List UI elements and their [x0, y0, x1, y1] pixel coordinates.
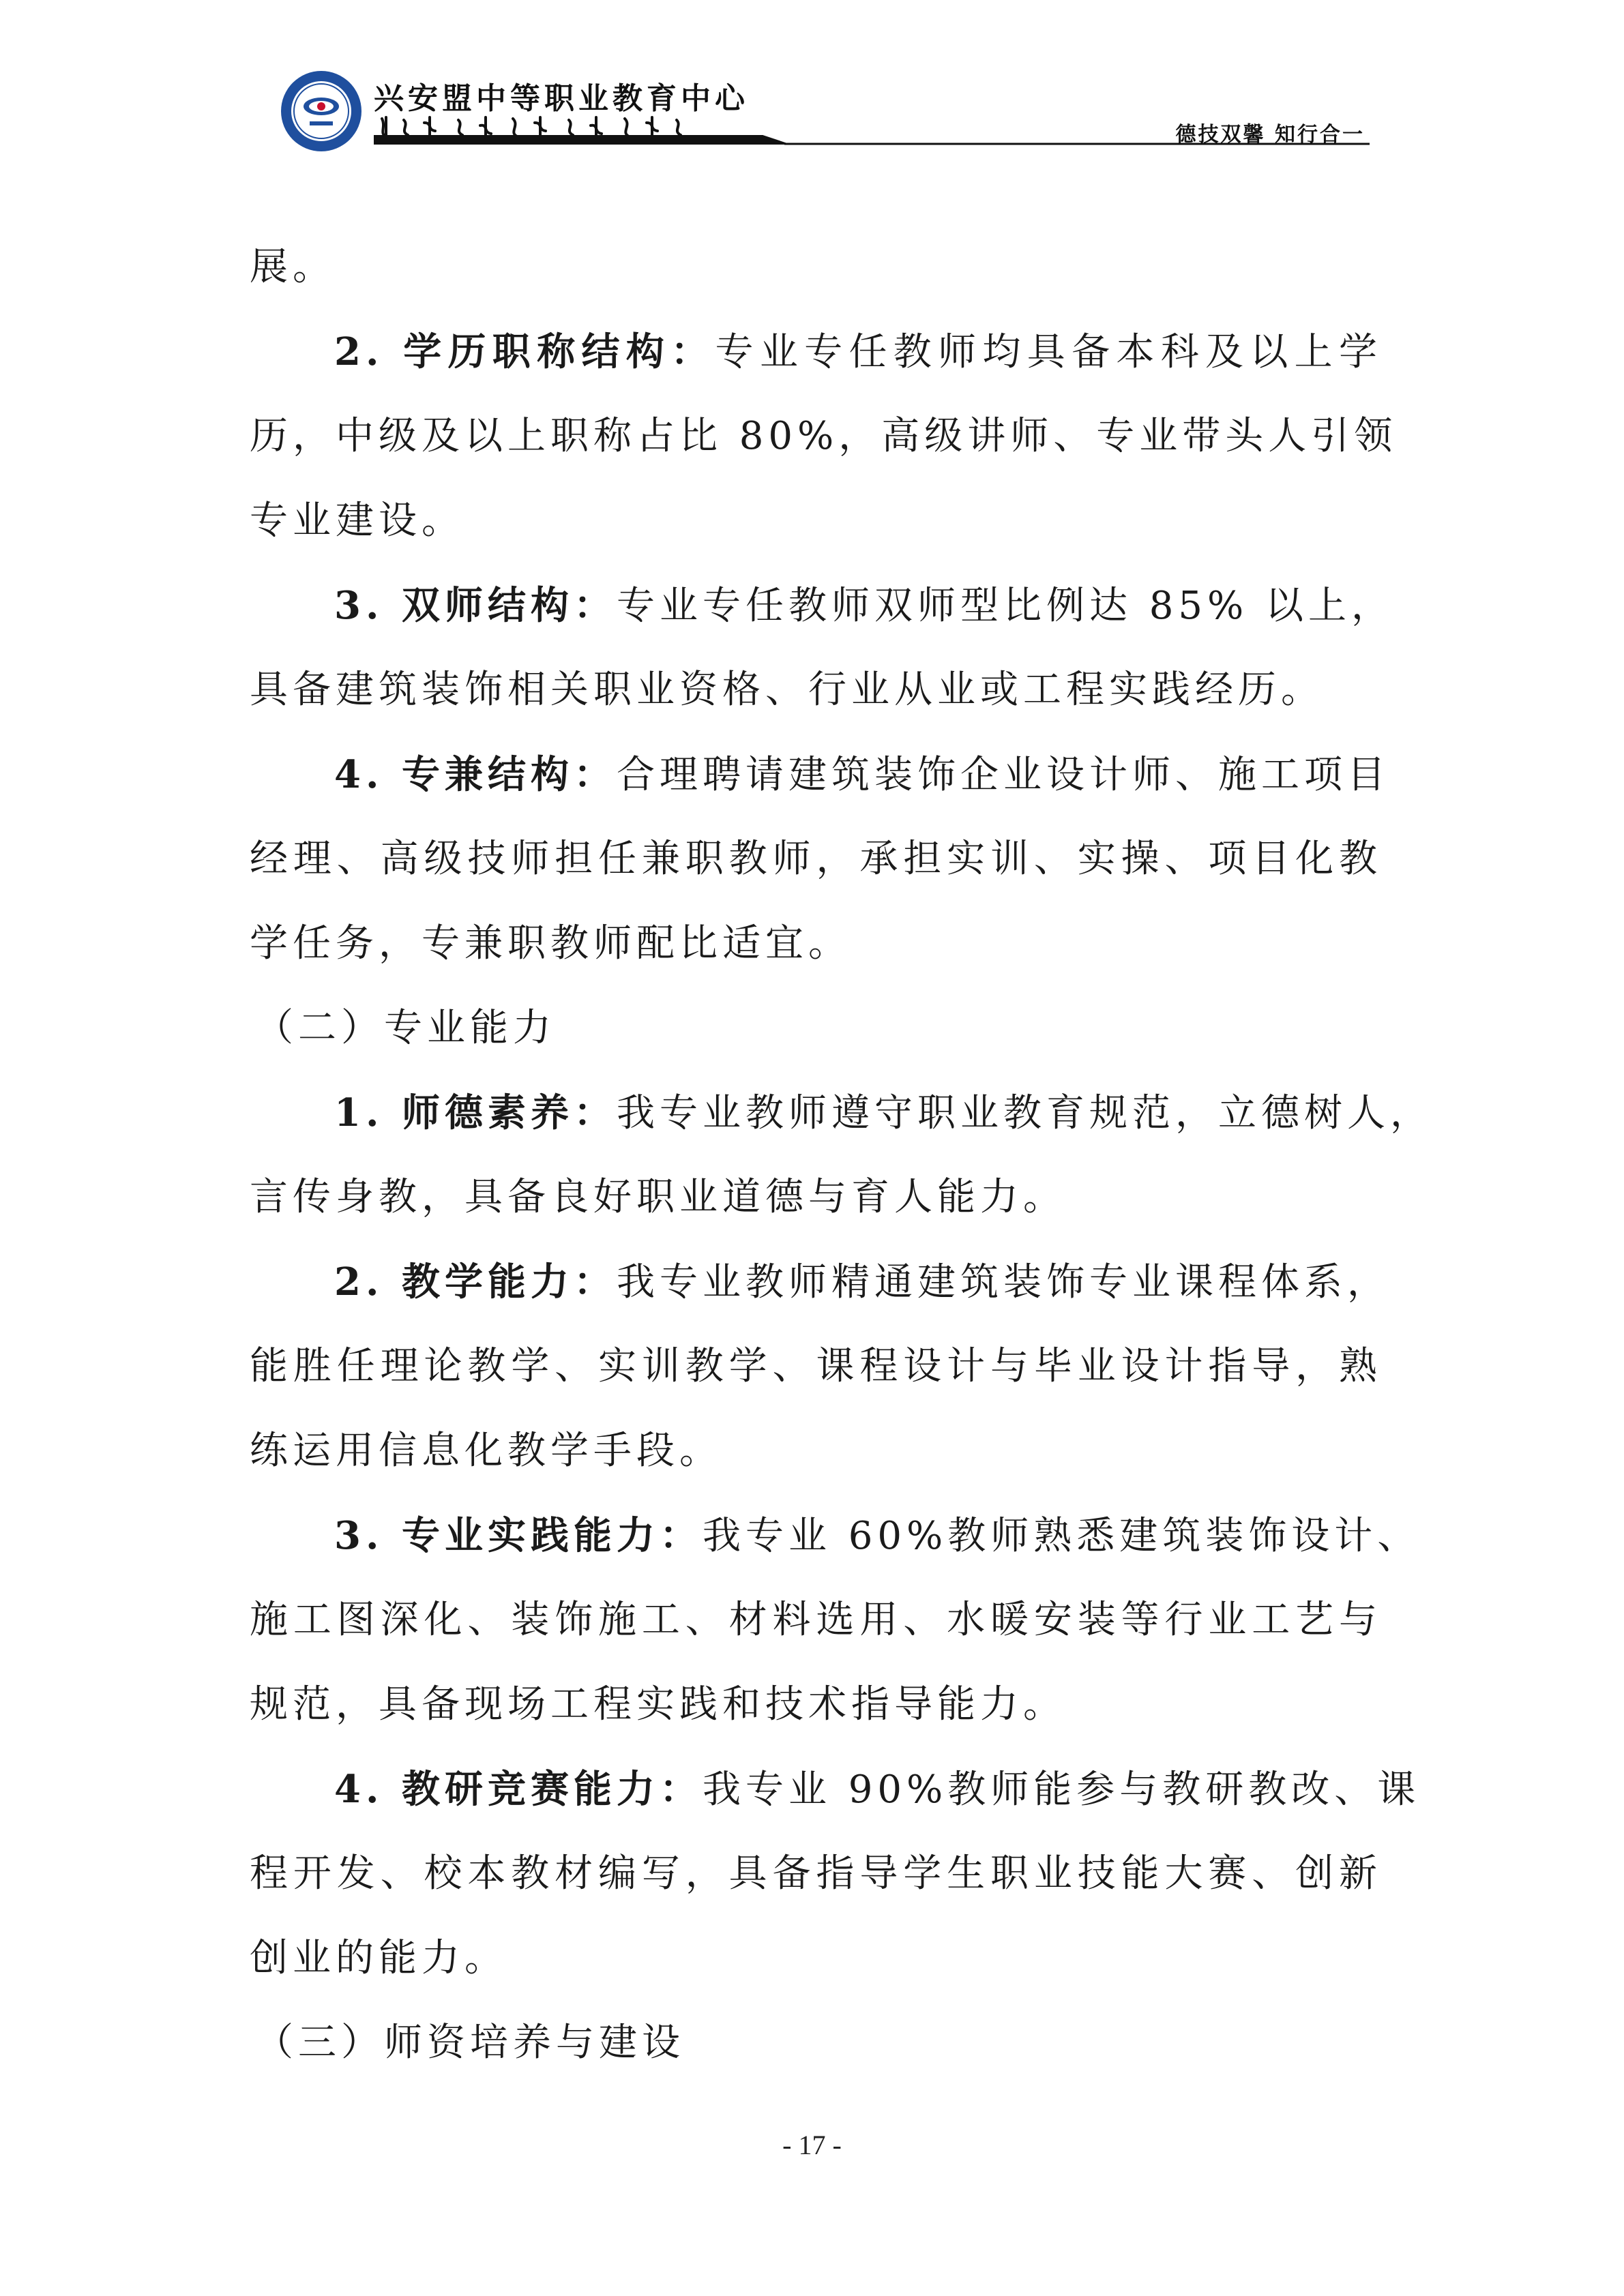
paragraph-first-line [250, 732, 1390, 817]
text-line: 展。 [250, 245, 336, 289]
paragraph-label: 3. 双师结构： [334, 583, 617, 628]
text-span: 我专业 90%教师能参与教研教改、课 [702, 1768, 1421, 1812]
text-span: 我专业教师遵守职业教育规范，立德树人， [616, 1091, 1433, 1135]
text-span: 我专业 60%教师熟悉建筑装饰设计、 [702, 1514, 1421, 1558]
header-rule [0, 0, 1624, 164]
text-line: 练运用信息化教学手段。 [250, 1429, 722, 1473]
paragraph-label: 1. 师德素养： [334, 1090, 617, 1135]
text-span: 专业专任教师均具备本科及以上学 [715, 330, 1382, 374]
paragraph-first-line [250, 563, 1395, 648]
text-line: 能胜任理论教学、实训教学、课程设计与毕业设计指导，熟 [250, 1344, 1382, 1388]
school-name: 兴安盟中等职业教育中心 [374, 81, 749, 116]
text-span: 合理聘请建筑装饰企业设计师、施工项目 [616, 753, 1390, 797]
paragraph-label: 2. 学历职称结构： [334, 329, 715, 374]
paragraph-first-line [250, 1071, 1433, 1155]
page-number: - 17 - [782, 2130, 842, 2160]
school-logo-icon [281, 71, 361, 151]
text-span: 专业专任教师双师型比例达 85% 以上， [616, 584, 1395, 628]
text-line: 程开发、校本教材编写，具备指导学生职业技能大赛、创新 [250, 1851, 1382, 1896]
text-line: 学任务，专兼职教师配比适宜。 [250, 921, 851, 966]
paragraph-first-line [250, 1747, 1421, 1832]
text-line: 创业的能力。 [250, 1936, 507, 1980]
text-line: 历，中级及以上职称占比 80%，高级讲师、专业带头人引领 [250, 414, 1398, 458]
mongolian-script-logo [377, 113, 690, 140]
text-line: 专业建设。 [250, 498, 464, 543]
text-span: 我专业教师精通建筑装饰专业课程体系， [616, 1260, 1390, 1304]
section-heading: （三）师资培养与建设 [255, 2021, 685, 2065]
paragraph-first-line [250, 1493, 1421, 1578]
section-heading: （二）专业能力 [255, 1006, 556, 1050]
text-line: 具备建筑装饰相关职业资格、行业从业或工程实践经历。 [250, 668, 1324, 712]
paragraph-first-line [250, 1240, 1390, 1324]
school-motto: 德技双馨 知行合一 [1175, 123, 1365, 147]
paragraph-first-line [250, 310, 1382, 394]
paragraph-label: 4. 专兼结构： [334, 752, 617, 797]
text-line: 经理、高级技师担任兼职教师，承担实训、实操、项目化教 [250, 837, 1382, 881]
text-line: 规范，具备现场工程实践和技术指导能力。 [250, 1682, 1066, 1727]
paragraph-label: 4. 教研竞赛能力： [334, 1767, 703, 1812]
page-header [0, 0, 1624, 164]
paragraph-label: 3. 专业实践能力： [334, 1513, 703, 1558]
paragraph-label: 2. 教学能力： [334, 1259, 617, 1304]
document-body [250, 225, 1433, 2085]
text-line: 言传身教，具备良好职业道德与育人能力。 [250, 1175, 1066, 1219]
text-line: 施工图深化、装饰施工、材料选用、水暖安装等行业工艺与 [250, 1598, 1382, 1642]
